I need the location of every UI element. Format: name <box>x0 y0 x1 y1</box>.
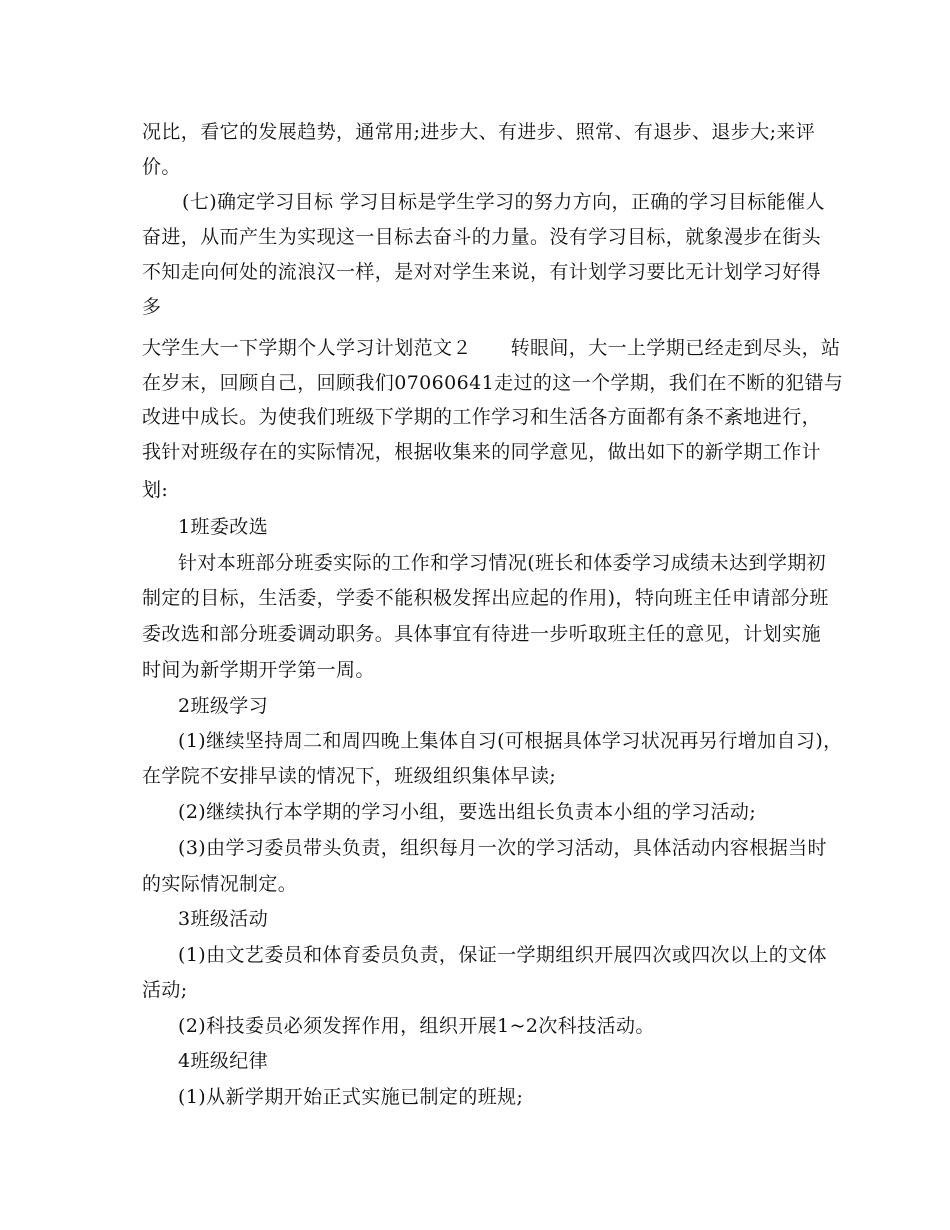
body-text-line: (1)继续坚持周二和周四晚上集体自习(可根据具体学习状况再另行增加自习)， <box>178 730 843 752</box>
body-text-line: 况比，看它的发展趋势，通常用;进步大、有进步、照常、有退步、退步大;来评 <box>142 121 816 143</box>
body-text-line: 奋进，从而产生为实现这一目标去奋斗的力量。没有学习目标，就象漫步在街头 <box>142 226 822 248</box>
body-text-line: 时间为新学期开学第一周。 <box>142 659 375 681</box>
body-text-line: (3)由学习委员带头负责，组织每月一次的学习活动，具体活动内容根据当时 <box>178 837 827 859</box>
body-text-line: 不知走向何处的流浪汉一样，是对对学生来说，有计划学习要比无计划学习好得 <box>142 261 822 283</box>
body-text-line: 在学院不安排早读的情况下，班级组织集体早读; <box>142 765 557 787</box>
body-text-line: 针对本班部分班委实际的工作和学习情况(班长和体委学习成绩未达到学期初 <box>178 552 827 574</box>
body-text-line: 委改选和部分班委调动职务。具体事宜有待进一步听取班主任的意见，计划实施 <box>142 623 822 645</box>
body-text-line: 划: <box>142 479 169 501</box>
body-text-line: (1)从新学期开始正式实施已制定的班规; <box>178 1086 524 1108</box>
body-text-line: (2)继续执行本学期的学习小组，要选出组长负责本小组的学习活动; <box>178 801 757 823</box>
body-text-line: (2)科技委员必须发挥作用，组织开展1~2次科技活动。 <box>178 1015 655 1037</box>
section-heading-line: (七)确定学习目标 学习目标是学生学习的努力方向，正确的学习目标能催人 <box>182 191 825 213</box>
body-text-line: 制定的目标，生活委，学委不能积极发挥出应起的作用)，特向班主任申请部分班 <box>142 587 829 609</box>
body-text-line: 在岁末，回顾自己，回顾我们07060641走过的这一个学期，我们在不断的犯错与 <box>142 372 844 394</box>
section-heading-class-committee: 1班委改选 <box>178 516 269 538</box>
body-text-line: 我针对班级存在的实际情况，根据收集来的同学意见，做出如下的新学期工作计 <box>142 441 822 463</box>
section-heading-class-study: 2班级学习 <box>178 695 269 717</box>
body-text-line: 的实际情况制定。 <box>142 873 298 895</box>
article-title-line: 大学生大一下学期个人学习计划范文２ 转眼间，大一上学期已经走到尽头，站 <box>142 337 841 359</box>
body-text-line: 活动; <box>142 979 188 1001</box>
body-text-line: 改进中成长。为使我们班级下学期的工作学习和生活各方面都有条不紊地进行， <box>142 406 822 428</box>
section-heading-class-discipline: 4班级纪律 <box>178 1050 269 1072</box>
body-text-line: 价。 <box>142 156 181 178</box>
section-heading-class-activities: 3班级活动 <box>178 908 269 930</box>
body-text-line: 多 <box>142 296 162 318</box>
body-text-line: (1)由文艺委员和体育委员负责，保证一学期组织开展四次或四次以上的文体 <box>178 944 827 966</box>
